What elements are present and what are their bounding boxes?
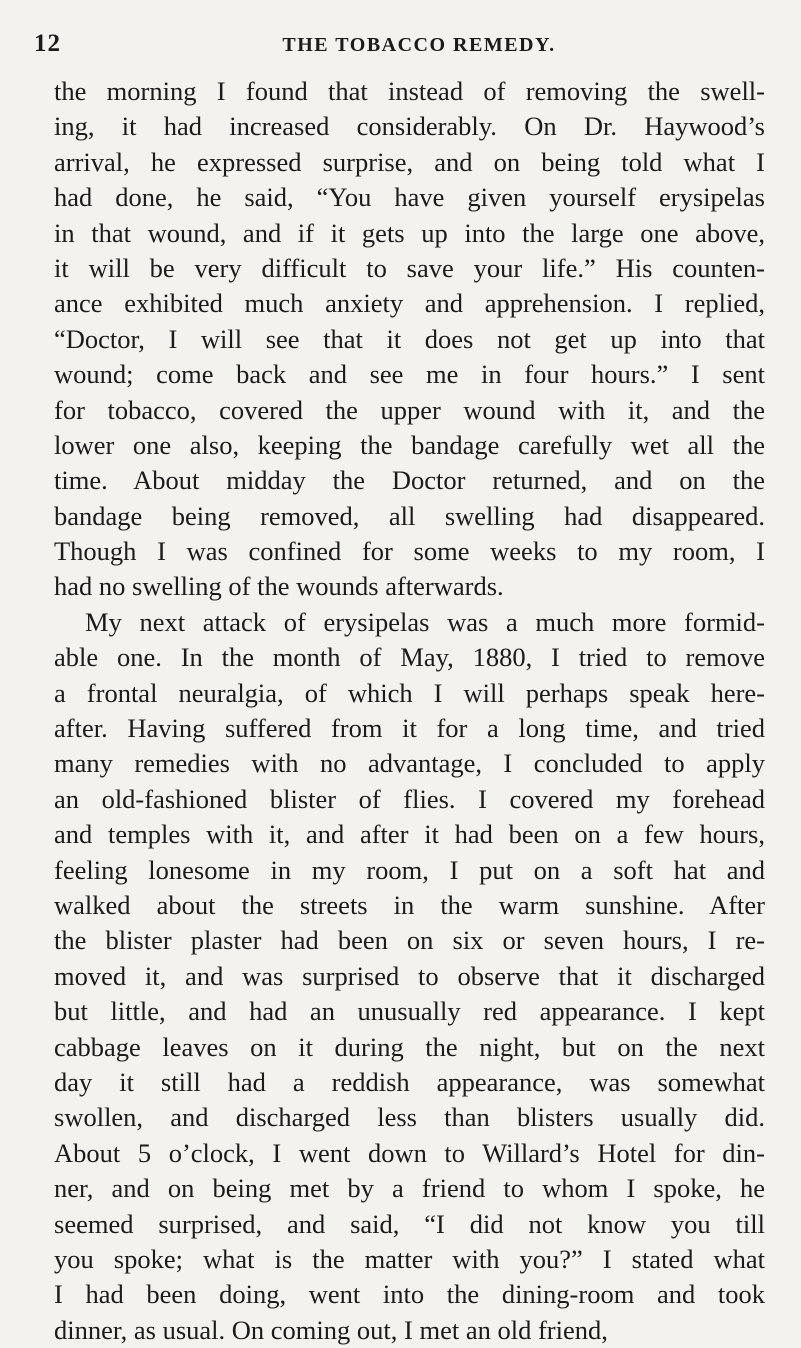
text-line: but little, and had an unusually red appearance. I kept [54, 996, 765, 1027]
text-line: able one. In the month of May, 1880, I tried to remove [54, 642, 765, 673]
text-line: it will be very difficult to save your life.” His counten- [54, 252, 765, 283]
text-line: “Doctor, I will see that it does not get up into that [54, 323, 765, 354]
text-line: in that wound, and if it gets up into the large one above, [54, 217, 765, 248]
paragraph-1 [54, 74, 765, 605]
text-line: wound; come back and see me in four hours.” I sent [54, 359, 765, 390]
text-line: ance exhibited much anxiety and apprehension. I replied, [54, 288, 765, 319]
text-line: swollen, and discharged less than blisters usually did. [54, 1102, 765, 1133]
text-line: ing, it had increased considerably. On Dr. Haywood’s [54, 111, 765, 142]
body-text [54, 74, 765, 1348]
text-line: Though I was confined for some weeks to my room, I [54, 536, 765, 567]
text-line: arrival, he expressed surprise, and on being told what I [54, 146, 765, 177]
text-line: the morning I found that instead of removing the swell- [54, 76, 765, 106]
text-line: seemed surprised, and said, “I did not know you till [54, 1208, 765, 1239]
text-line: ner, and on being met by a friend to whom I spoke, he [54, 1173, 765, 1204]
text-line: My next attack of erysipelas was a much more formid- [85, 606, 765, 637]
text-line: walked about the streets in the warm sunshine. After [54, 889, 765, 920]
text-line: a frontal neuralgia, of which I will perhaps speak here- [54, 677, 765, 708]
running-head: THE TOBACCO REMEDY. [282, 34, 556, 56]
text-line: and temples with it, and after it had been on a few hours, [54, 819, 765, 850]
text-line: lower one also, keeping the bandage carefully wet all the [54, 429, 765, 460]
text-line: had no swelling of the wounds afterwards. [54, 571, 504, 602]
text-line: About 5 o’clock, I went down to Willard’s Hotel for din- [54, 1137, 765, 1168]
text-line: many remedies with no advantage, I concluded to apply [54, 748, 765, 779]
text-line: bandage being removed, all swelling had disappeared. [54, 500, 765, 531]
text-line: I had been doing, went into the dining-room and took [54, 1279, 765, 1310]
text-line: an old-fashioned blister of flies. I covered my forehead [54, 783, 765, 814]
text-line: time. About midday the Doctor returned, and on the [54, 465, 765, 496]
text-line: had done, he said, “You have given yourself erysipelas [54, 182, 765, 213]
text-line: feeling lonesome in my room, I put on a soft hat and [54, 854, 765, 885]
text-line: moved it, and was surprised to observe that it discharged [54, 960, 765, 991]
text-line: you spoke; what is the matter with you?” I stated what [54, 1243, 765, 1274]
page-header [34, 30, 764, 66]
text-line: dinner, as usual. On coming out, I met an old friend, [54, 1314, 608, 1345]
text-line: cabbage leaves on it during the night, but on the next [54, 1031, 765, 1062]
text-line: day it still had a reddish appearance, was somewhat [54, 1066, 765, 1097]
text-line: for tobacco, covered the upper wound with it, and the [54, 394, 765, 425]
page-number: 12 [34, 30, 61, 57]
paragraph-2 [54, 605, 765, 1348]
text-line: after. Having suffered from it for a long time, and tried [54, 713, 765, 744]
text-line: the blister plaster had been on six or seven hours, I re- [54, 925, 765, 956]
